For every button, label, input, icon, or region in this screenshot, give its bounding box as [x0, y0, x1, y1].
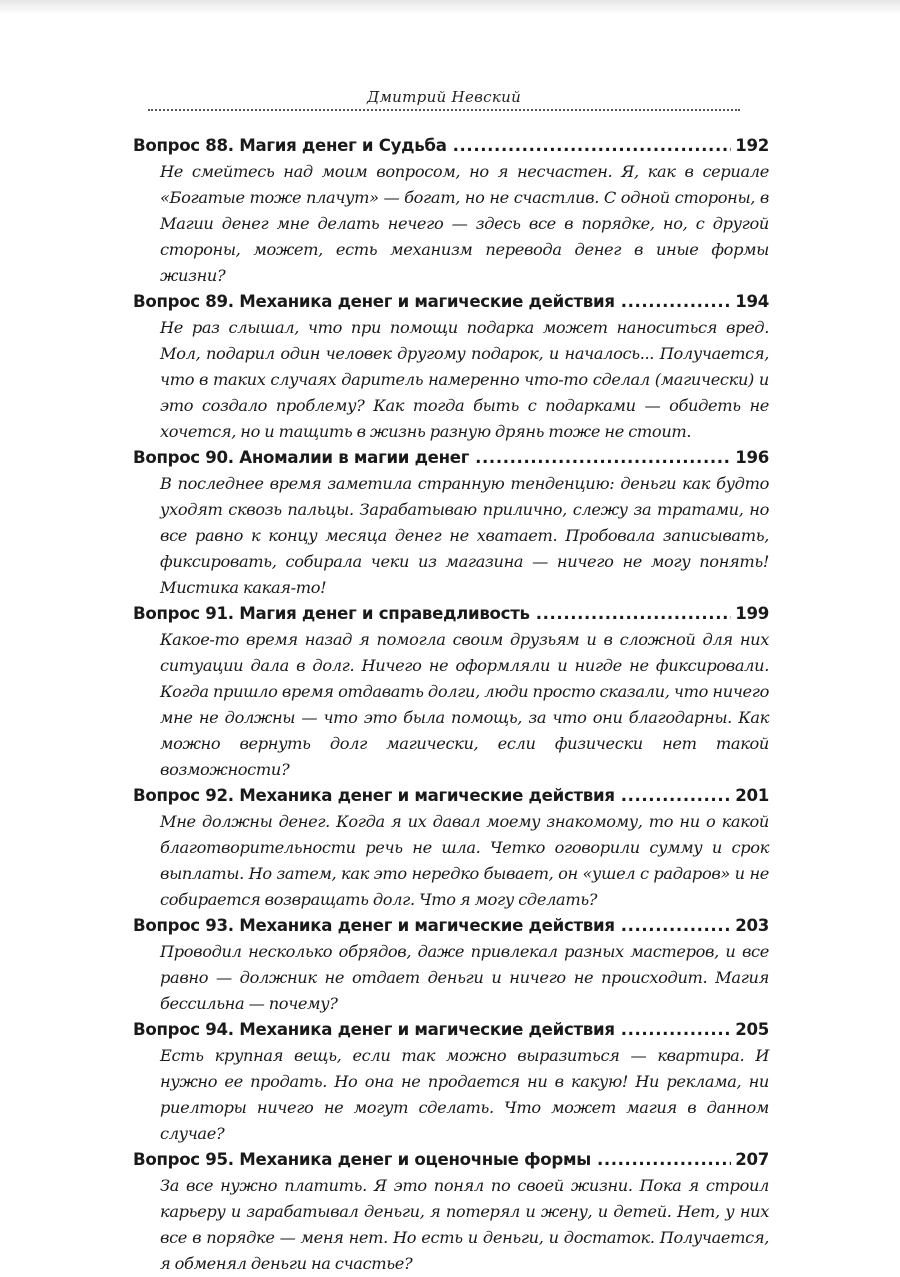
toc-entry-title: Вопрос 93. Механика денег и магические действия	[133, 916, 615, 935]
toc-entry-title-line[interactable]	[133, 1017, 769, 1043]
header-dotted-rule	[148, 109, 740, 111]
toc-entry-description: Есть крупная вещь, если так можно выразиться — квартира. И нужно ее продать. Но она не продается ни в какую! Ни реклама, ни риелторы ничего не могут сделать. Что может магия в данном случае?	[160, 1046, 769, 1143]
toc-entry-title-line[interactable]	[133, 1147, 769, 1173]
dot-leader	[621, 1017, 732, 1043]
dot-leader	[621, 783, 732, 809]
toc-page-number: 201	[735, 786, 769, 805]
toc-entry	[133, 913, 769, 1017]
toc-entry-description: Мне должны денег. Когда я их давал моему знакомому, то ни о какой благотворительности речь не шла. Четко оговорили сумму и срок выплаты. Но затем, как это нередко бывает, он «ушел с радаров» и не собирается возвращать долг. Что я могу сделать?	[160, 812, 769, 909]
toc-entry-description: За все нужно платить. Я это понял по своей жизни. Пока я строил карьеру и зарабатывал деньги, я потерял и жену, и детей. Нет, у них все в порядке — меня нет. Но есть и деньги, и достаток. Получается, я обменял деньги на счастье?	[160, 1176, 769, 1273]
toc-entry-title-line[interactable]	[133, 783, 769, 809]
dot-leader	[536, 601, 732, 627]
toc-entry-title: Вопрос 92. Механика денег и магические действия	[133, 786, 615, 805]
toc-entry-title: Вопрос 91. Магия денег и справедливость	[133, 604, 530, 623]
toc-entry	[133, 601, 769, 783]
page-top-edge	[0, 0, 900, 14]
dot-leader	[621, 289, 732, 315]
toc-page-number: 196	[735, 448, 769, 467]
toc-entry	[133, 133, 769, 289]
toc-entry-description: Не смейтесь над моим вопросом, но я несчастен. Я, как в сериале «Богатые тоже плачут» — богат, но не счастлив. С одной стороны, в Магии денег мне делать нечего — здесь все в порядке, но, с другой стороны, может, есть механизм перевода денег в иные формы жизни?	[160, 162, 769, 285]
dot-leader	[453, 133, 732, 159]
toc-entry-description: В последнее время заметила странную тенденцию: деньги как будто уходят сквозь пальцы. Зарабатываю прилично, слежу за тратами, но все равно к концу месяца денег не хватает. Пробовала записывать, фиксировать, собирала чеки из магазина — ничего не могу понять! Мистика какая-то!	[160, 474, 769, 597]
toc-entry-title: Вопрос 95. Механика денег и оценочные формы	[133, 1150, 591, 1169]
toc-entry	[133, 1017, 769, 1147]
toc-entry-title-line[interactable]	[133, 445, 769, 471]
toc-page-number: 203	[735, 916, 769, 935]
table-of-contents	[133, 133, 769, 1277]
running-header	[148, 88, 740, 111]
toc-entry	[133, 1147, 769, 1277]
toc-entry-description: Не раз слышал, что при помощи подарка может наноситься вред. Мол, подарил один человек другому подарок, и началось... Получается, что в таких случаях даритель намеренно что-то сделал (магически) и это создало проблему? Как тогда быть с подарками — обидеть не хочется, но и тащить в жизнь разную дрянь тоже не стоит.	[160, 318, 769, 441]
toc-entry-title-line[interactable]	[133, 913, 769, 939]
toc-page-number: 199	[735, 604, 769, 623]
dot-leader	[475, 445, 731, 471]
toc-entry	[133, 783, 769, 913]
toc-entry-title-line[interactable]	[133, 289, 769, 315]
toc-entry	[133, 289, 769, 445]
toc-page-number: 205	[735, 1020, 769, 1039]
toc-entry	[133, 445, 769, 601]
toc-entry-description: Проводил несколько обрядов, даже привлекал разных мастеров, и все равно — должник не отдает деньги и ничего не происходит. Магия бессильна — почему?	[160, 942, 769, 1013]
toc-entry-title: Вопрос 90. Аномалии в магии денег	[133, 448, 470, 467]
dot-leader	[621, 913, 732, 939]
toc-entry-title-line[interactable]	[133, 133, 769, 159]
toc-entry-title: Вопрос 94. Механика денег и магические действия	[133, 1020, 615, 1039]
toc-page-number: 207	[735, 1150, 769, 1169]
toc-entry-title-line[interactable]	[133, 601, 769, 627]
toc-entry-title: Вопрос 88. Магия денег и Судьба	[133, 136, 447, 155]
dot-leader	[597, 1147, 731, 1173]
running-header-author: Дмитрий Невский	[366, 88, 522, 106]
toc-entry-description: Какое-то время назад я помогла своим друзьям и в сложной для них ситуации дала в долг. Ничего не оформляли и нигде не фиксировали. Когда пришло время отдавать долги, люди просто сказали, что ничего мне не должны — что это была помощь, за что они благодарны. Как можно вернуть долг магически, если физически нет такой возможности?	[160, 630, 769, 779]
toc-entry-title: Вопрос 89. Механика денег и магические действия	[133, 292, 615, 311]
toc-page-number: 194	[735, 292, 769, 311]
toc-page-number: 192	[735, 136, 769, 155]
